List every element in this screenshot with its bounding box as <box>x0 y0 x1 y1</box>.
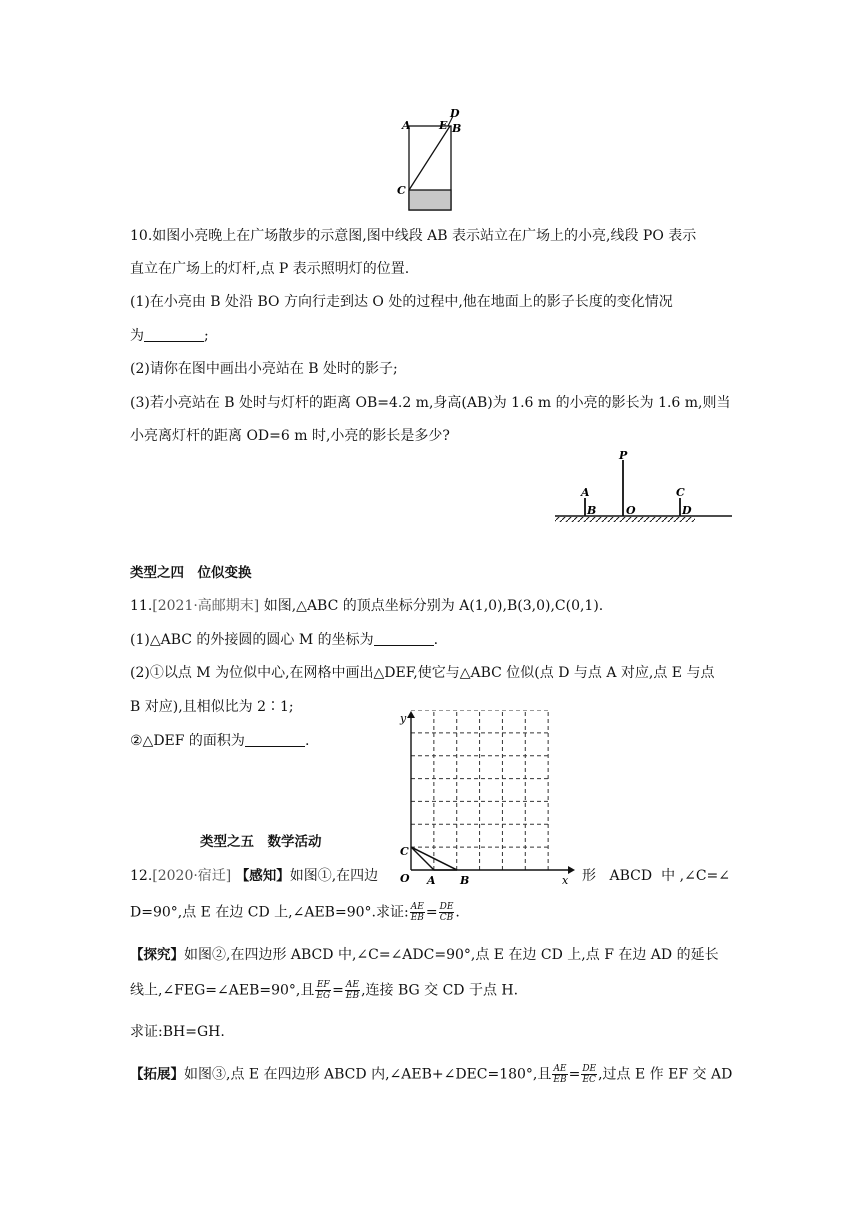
fig-label-a: A <box>581 486 590 499</box>
q12-extend-text: 如图③,点 E 在四边形 ABCD 内,∠AEB+∠DEC=180°,且 <box>184 1066 552 1083</box>
fraction-ae-eb: $\frac{AE}{EB}$ <box>410 902 424 923</box>
q11-part2-line1: (2)①以点 M 为位似中心,在网格中画出△DEF,使它与△ABC 位似(点 D 与点 A 对应,点 E 与点 <box>130 665 715 681</box>
q11-part1-text: (1)△ABC 的外接圆的圆心 M 的坐标为 <box>130 632 374 648</box>
fraction-de-cb: $\frac{DE}{CB}$ <box>439 902 454 923</box>
q11-part3-text: ②△DEF 的面积为 <box>130 733 245 749</box>
q12-explore-line1 <box>130 945 730 965</box>
answer-blank <box>245 732 305 747</box>
q12-perceive-right: 形 ABCD 中,∠C=∠ <box>582 868 730 884</box>
fig-label-c: C <box>397 184 406 197</box>
axis-label-y: y <box>400 712 407 725</box>
axis-label-x: x <box>562 874 569 887</box>
q10-stem-line2: 直立在广场上的灯杆,点 P 表示照明灯的位置. <box>130 261 410 277</box>
q11-part2-line2: B 对应),且相似比为 2∶1; <box>130 699 294 715</box>
answer-blank <box>144 327 204 342</box>
equals-sign: = <box>568 1066 581 1083</box>
q10-stem-line1: 10.如图小亮晚上在广场散步的示意图,图中线段 AB 表示站立在广场上的小亮,线段 PO 表示 <box>130 228 697 244</box>
q11-number: 11. <box>130 598 153 614</box>
q11-stem <box>130 596 730 616</box>
q12-extend-tag: 【拓展】 <box>130 1066 184 1083</box>
fig-label-b: B <box>587 504 597 517</box>
q12-explore-cont: 线上,∠FEG=∠AEB=90°,且 <box>130 982 315 999</box>
fig-label-c: C <box>676 486 685 499</box>
fig-label-p: P <box>619 449 628 462</box>
fraction-ae-eb: $\frac{AE}{EB}$ <box>553 1064 567 1085</box>
q11-stem-text: 如图,△ABC 的顶点坐标分别为 A(1,0),B(3,0),C(0,1). <box>259 598 604 614</box>
fig-label-o: O <box>626 504 636 517</box>
q12-number: 12. <box>130 868 153 884</box>
grid-label-c: C <box>400 845 409 858</box>
fig-label-a: A <box>402 119 411 132</box>
fig-label-d: D <box>450 107 460 120</box>
section-title-4: 类型之四 位似变换 <box>130 565 252 581</box>
q12-prove: 求证:BH=GH. <box>130 1024 225 1040</box>
q10-part1-prefix: 为 <box>130 328 144 344</box>
q10-part2: (2)请你在图中画出小亮站在 B 处时的影子; <box>130 361 398 377</box>
fig-label-e: E <box>439 119 448 132</box>
q10-part3-line2: 小亮离灯杆的距离 OD=6 m 时,小亮的影长是多少? <box>130 428 450 444</box>
q12-perceive-cont: D=90°,点 E 在边 CD 上,∠AEB=90°.求证: <box>130 904 409 921</box>
equals-sign: = <box>332 982 344 999</box>
figure-lamp-post <box>550 448 740 526</box>
q12-source: [2020·宿迁] <box>152 868 232 884</box>
q12-perceive-text: 如图①,在四边 <box>289 868 379 884</box>
q12-stem-left <box>130 866 378 886</box>
fraction-ef-eg: $\frac{EF}{EG}$ <box>316 980 331 1001</box>
q12-explore-text: 如图②,在四边形 ABCD 中,∠C=∠ADC=90°,点 E 在边 CD 上,点 F 在边 AD 的延长 <box>184 947 719 963</box>
q12-perceive-tag: 【感知】 <box>235 868 290 884</box>
q11-part3-end: . <box>304 733 310 749</box>
answer-blank <box>374 631 434 646</box>
fraction-de-ec: $\frac{DE}{EC}$ <box>582 1064 597 1085</box>
q12-perceive-line2 <box>130 902 730 923</box>
q10-part1-line1: (1)在小亮由 B 处沿 BO 方向行走到达 O 处的过程中,他在地面上的影子长度的变化情况 <box>130 294 673 310</box>
section-title-5: 类型之五 数学活动 <box>200 834 322 850</box>
figure-rectangle <box>390 104 470 216</box>
q12-explore-line2 <box>130 980 730 1001</box>
figure-coordinate-grid <box>396 710 576 890</box>
q12-extend-line <box>130 1064 733 1085</box>
origin-label: O <box>400 872 410 885</box>
q10-part3-line1: (3)若小亮站在 B 处时与灯杆的距离 OB=4.2 m,身高(AB)为 1.6 m 的小亮的影长为 1.6 m,则当 <box>130 395 731 411</box>
equals-sign: = <box>425 904 438 921</box>
fig-label-d: D <box>682 504 692 517</box>
q11-part1-end: . <box>433 632 439 648</box>
fraction-ae-eb: $\frac{AE}{EB}$ <box>345 980 360 1001</box>
q12-explore-tag: 【探究】 <box>130 947 184 963</box>
grid-label-b: B <box>460 874 470 887</box>
q11-part1 <box>130 630 730 650</box>
period: . <box>455 904 460 921</box>
q12-explore-end: ,连接 BG 交 CD 于点 H. <box>361 982 519 999</box>
q11-source: [2021·高邮期末] <box>152 598 260 614</box>
fig-label-b: B <box>452 122 462 135</box>
grid-label-a: A <box>427 874 436 887</box>
q10-part1-suffix: ; <box>204 328 209 344</box>
q10-part1-line2 <box>130 326 730 346</box>
q12-extend-end: ,过点 E 作 EF 交 AD <box>598 1066 733 1083</box>
